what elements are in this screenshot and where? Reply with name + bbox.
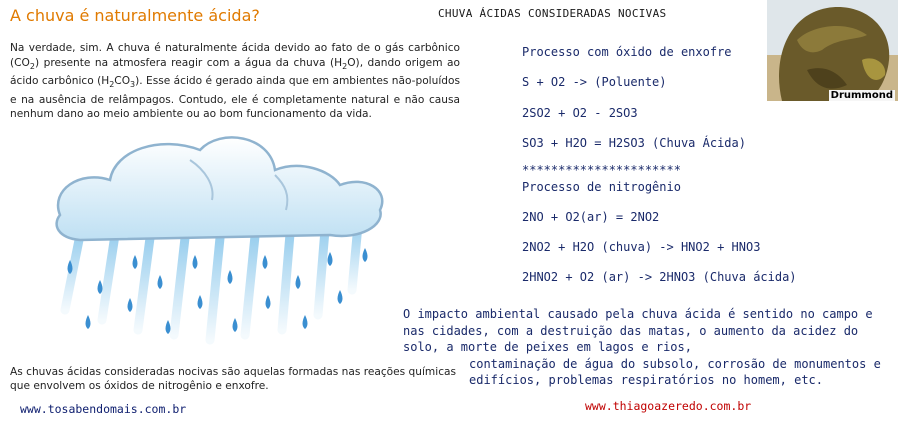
- equation-line: 2HNO2 + O2 (ar) -> 2HNO3 (Chuva ácida): [522, 270, 797, 284]
- photo-caption: Drummond: [830, 90, 893, 101]
- site-link-left[interactable]: www.tosabendomais.com.br: [20, 402, 187, 416]
- equation-separator: **********************: [522, 163, 681, 177]
- drummond-photo: [767, 0, 898, 101]
- equation-header-sulfur: Processo com óxido de enxofre: [522, 45, 732, 59]
- rain-streaks: [65, 225, 358, 340]
- equation-line: 2SO2 + O2 - 2SO3: [522, 106, 638, 120]
- equation-line: 2NO2 + H2O (chuva) -> HNO2 + HNO3: [522, 240, 761, 254]
- impact-paragraph-continued: contaminação de água do subsolo, corrosão de monumentos e edifícios, problemas respiratórios no homem, etc.: [469, 357, 881, 387]
- equation-line: 2NO + O2(ar) = 2NO2: [522, 210, 660, 224]
- page-title: A chuva é naturalmente ácida?: [10, 6, 260, 25]
- site-link-right[interactable]: www.thiagoazeredo.com.br: [585, 399, 752, 413]
- equation-header-nitrogen: Processo de nitrogênio: [522, 180, 681, 194]
- intro-paragraph: Na verdade, sim. A chuva é naturalmente ácida devido ao fato de o gás carbônico $(CO_2)$ presente na atmosfera reagir com a água da chuva $(H_2O)$, dando origem ao ácido carbônico $(H_2CO_3)$. Esse ácido é gerado ainda que em ambientes não-poluídos e na ausência de relâmpagos. Contudo, ele é completamente natural e não causa nenhum dano ao meio ambiente ou ao bom funcionamento da vida.: [10, 42, 461, 121]
- cloud-shape: [57, 137, 383, 240]
- statue-image: [767, 0, 898, 101]
- rain-cloud-illustration: [40, 130, 400, 355]
- equation-line: SO3 + H2O = H2SO3 (Chuva Ácida): [522, 136, 746, 150]
- equation-line: S + O2 -> (Poluente): [522, 75, 667, 89]
- right-section-title: CHUVA ÁCIDAS CONSIDERADAS NOCIVAS: [438, 7, 667, 20]
- impact-paragraph: O impacto ambiental causado pela chuva ácida é sentido no campo e nas cidades, com a destruição das matas, o aumento da acidez do solo, a morte de peixes em lagos e rios,: [403, 307, 873, 354]
- nocivas-paragraph: As chuvas ácidas consideradas nocivas são aquelas formadas nas reações químicas que envolvem os óxidos de nitrogênio e enxofre.: [10, 366, 457, 392]
